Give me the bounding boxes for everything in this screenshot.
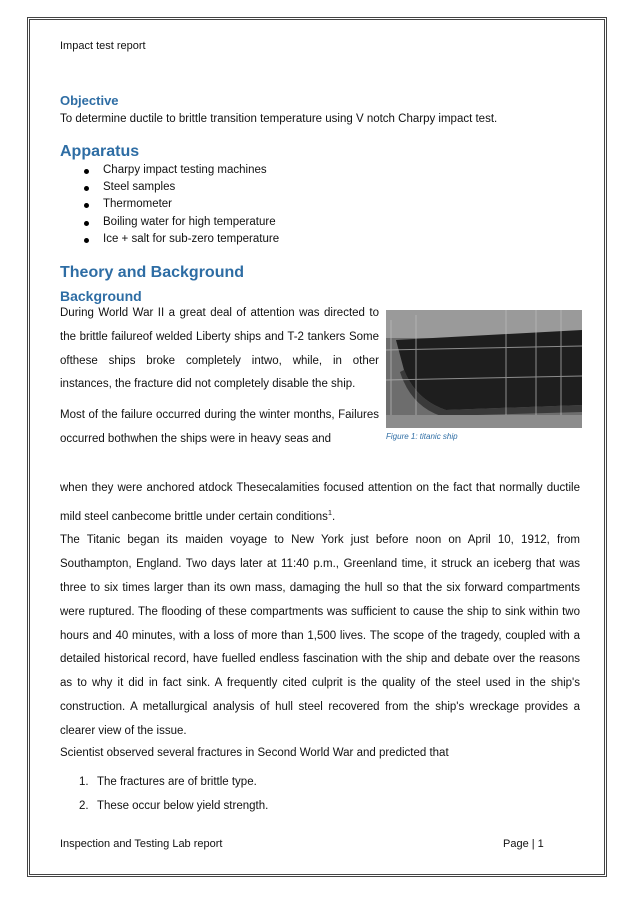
objective-text: To determine ductile to brittle transition temperature using V notch Charpy impact test. [60,113,498,125]
titanic-ship-image [386,310,582,428]
apparatus-list [60,162,279,248]
background-paragraph-3: when they were anchored atdock Thesecalamities focused attention on the fact that normally ductile mild steel canbecome brittle under certain conditions$^1$. The Titanic began its maiden voyage to New York just before noon on April 10, 1912, from Southampton, England. Two days later at 11:40 p.m., Greenland time, it struck an iceberg that was three to six times larger than its own mass, damaging the hull so that the six forward compartments were ruptured. The flooding of these compartments was sufficient to cause the ship to sink within two hours and 40 minutes, with a loss of more than 1,500 lives. The scope of the tragedy, coupled with a detailed historical record, have fuelled endless fascination with the ship and debate over the reasons as to why it did in fact sink. A frequently cited culprit is the quality of the steel used in the ship's construction. A metallurgical analysis of hull steel recovered from the ship's wreckage provides a clearer view of the issue. [60,477,580,744]
ship-photo-graphic [386,310,582,428]
apparatus-heading: Apparatus [60,143,140,160]
background-paragraph-1: During World War II a great deal of attention was directed to the brittle failureof welded Liberty ships and T-2 tankers Some ofthese ships broke completely intwo, while, in other instances, the fracture did not completely disable the ship. [60,307,379,391]
objective-heading: Objective [60,93,119,108]
titanic-paragraph: The Titanic began its maiden voyage to New York just before noon on April 10, 1912, from Southampton, England. Two days later at 11:40 p.m., Greenland time, it struck an iceberg that was three to six times larger than its own mass, damaging the hull so that the six forward compartments were ruptured. The flooding of these compartments was sufficient to cause the ship to sink within two hours and 40 minutes, with a loss of more than 1,500 lives. The scope of the tragedy, coupled with a detailed historical record, have fuelled endless fascination with the ship and debate over the reasons as to why it did in fact sink. A frequently cited culprit is the quality of the steel used in the ship's construction. A metallurgical analysis of hull steel recovered from the ship's wreckage provides a clearer view of the issue. [60,534,580,737]
figure-caption: Figure 1: titanic ship [386,432,458,441]
page-number: Page | 1 [503,838,544,850]
background-paragraph-2: Most of the failure occurred during the winter months, Failures occurred bothwhen the ships were in heavy seas and [60,409,379,445]
bullet-icon [84,203,89,208]
theory-heading: Theory and Background [60,264,245,281]
bullet-icon [84,186,89,191]
bullet-icon [84,221,89,226]
list-item: Thermometer [60,196,279,213]
list-item: 2. These occur below yield strength. [79,800,269,812]
scientist-paragraph: Scientist observed several fractures in Second World War and predicted that [60,747,449,759]
findings-list [60,770,268,818]
list-item: Ice + salt for sub-zero temperature [60,231,279,248]
list-item: Steel samples [60,179,279,196]
page-header: Impact test report [60,40,146,52]
list-item: Charpy impact testing machines [60,162,279,179]
background-subheading: Background [60,288,142,304]
bullet-icon [84,169,89,174]
list-item: Boiling water for high temperature [60,214,279,231]
bullet-icon [84,238,89,243]
list-item: 1. The fractures are of brittle type. [79,776,257,788]
footer-title: Inspection and Testing Lab report [60,838,223,850]
